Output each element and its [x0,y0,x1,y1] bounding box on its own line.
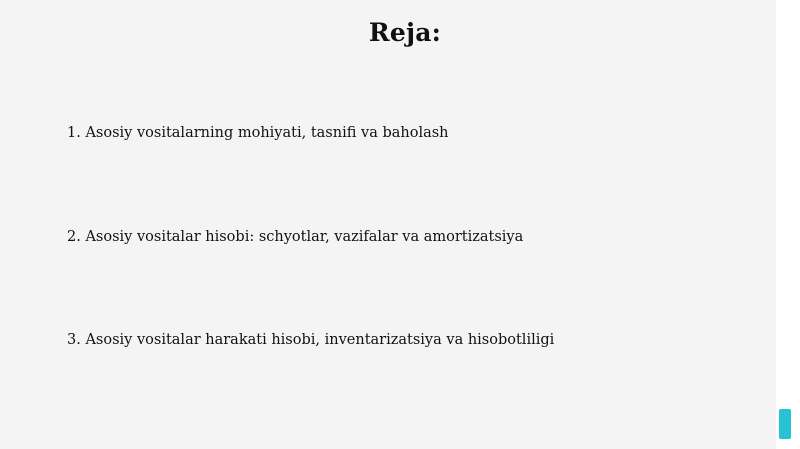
plan-item-1: 1. Asosiy vositalarning mohiyati, tasnifi va baholash [67,125,449,141]
side-panel [776,0,800,449]
side-tab-handle[interactable] [779,409,791,439]
slide-title: Reja: [368,18,442,47]
plan-item-2: 2. Asosiy vositalar hisobi: schyotlar, vazifalar va amortizatsiya [67,229,524,245]
plan-item-3: 3. Asosiy vositalar harakati hisobi, inventarizatsiya va hisobotliligi [67,332,555,348]
